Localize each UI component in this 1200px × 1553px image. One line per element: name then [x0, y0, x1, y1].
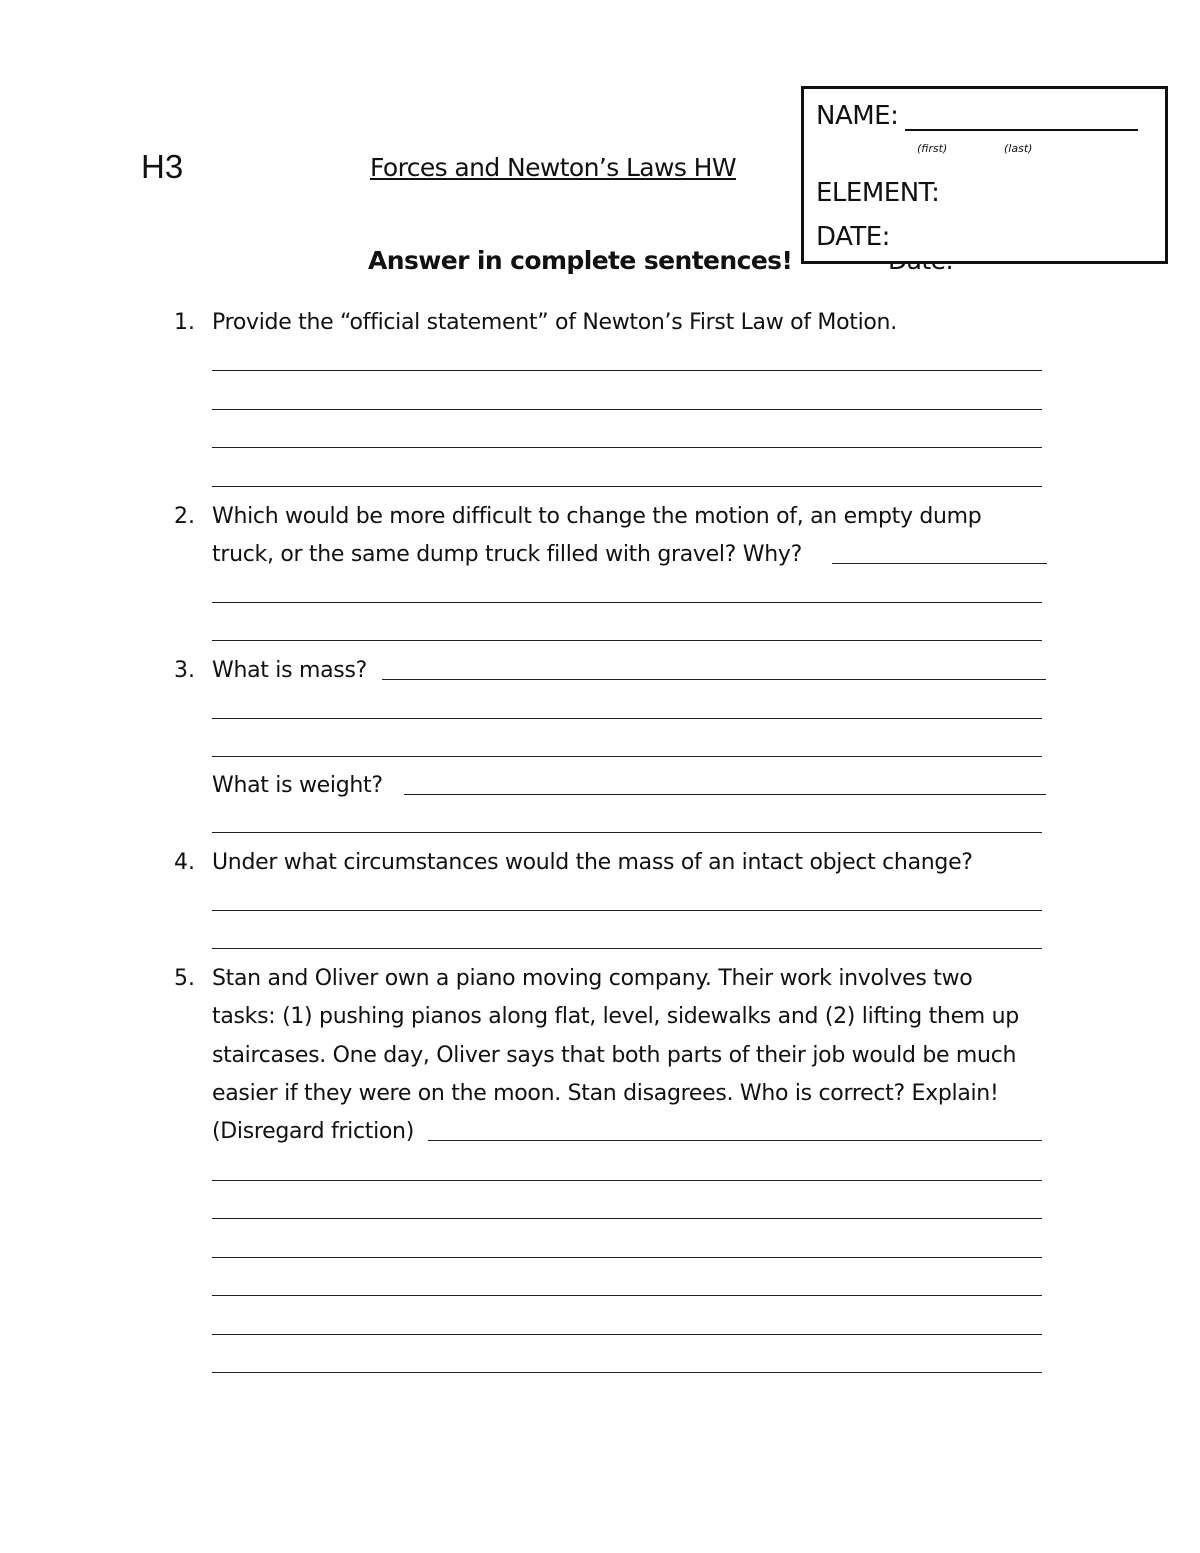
answer-line[interactable]	[832, 563, 1047, 564]
answer-line[interactable]	[212, 1218, 1042, 1219]
answer-line[interactable]	[212, 447, 1042, 448]
last-name-hint: (last)	[1004, 142, 1033, 155]
date-label: DATE:	[816, 222, 890, 252]
question-4-text: Under what circumstances would the mass of an intact object change?	[212, 850, 973, 875]
answer-line[interactable]	[404, 794, 1046, 795]
question-3-number: 3.	[174, 658, 195, 683]
question-5-text-line-3: staircases. One day, Oliver says that both parts of their job would be much	[212, 1043, 1017, 1068]
answer-line[interactable]	[212, 1257, 1042, 1258]
answer-line[interactable]	[212, 640, 1042, 641]
answer-line[interactable]	[212, 832, 1042, 833]
question-5-text-line-1: Stan and Oliver own a piano moving company. Their work involves two	[212, 966, 973, 991]
answer-line[interactable]	[428, 1140, 1042, 1141]
answer-line[interactable]	[212, 910, 1042, 911]
worksheet-code: H3	[141, 148, 184, 185]
question-1-text: Provide the “official statement” of Newton’s First Law of Motion.	[212, 310, 897, 335]
answer-line[interactable]	[212, 370, 1042, 371]
question-2-text-line-2: truck, or the same dump truck filled with gravel? Why?	[212, 542, 802, 567]
answer-line[interactable]	[212, 1334, 1042, 1335]
question-5-text-line-5: (Disregard friction)	[212, 1119, 414, 1144]
answer-line[interactable]	[382, 679, 1046, 680]
name-box	[801, 86, 1168, 264]
name-label: NAME:	[816, 101, 899, 131]
instruction-heading: Answer in complete sentences!	[368, 246, 793, 275]
first-name-hint: (first)	[917, 142, 948, 155]
element-label: ELEMENT:	[816, 178, 940, 208]
question-3-text: What is mass?	[212, 658, 367, 683]
answer-line[interactable]	[212, 602, 1042, 603]
name-field-line[interactable]	[905, 129, 1138, 131]
question-5-number: 5.	[174, 966, 195, 991]
answer-line[interactable]	[212, 948, 1042, 949]
answer-line[interactable]	[212, 1372, 1042, 1373]
question-2-number: 2.	[174, 504, 195, 529]
question-4-number: 4.	[174, 850, 195, 875]
answer-line[interactable]	[212, 1295, 1042, 1296]
question-5-text-line-4: easier if they were on the moon. Stan disagrees. Who is correct? Explain!	[212, 1081, 999, 1106]
answer-line[interactable]	[212, 718, 1042, 719]
question-5-text-line-2: tasks: (1) pushing pianos along flat, level, sidewalks and (2) lifting them up	[212, 1004, 1019, 1029]
question-2-text-line-1: Which would be more difficult to change the motion of, an empty dump	[212, 504, 982, 529]
page-title: Forces and Newton’s Laws HW	[370, 153, 736, 182]
question-3-followup-text: What is weight?	[212, 773, 383, 798]
question-1-number: 1.	[174, 310, 195, 335]
answer-line[interactable]	[212, 756, 1042, 757]
answer-line[interactable]	[212, 486, 1042, 487]
answer-line[interactable]	[212, 1180, 1042, 1181]
answer-line[interactable]	[212, 409, 1042, 410]
